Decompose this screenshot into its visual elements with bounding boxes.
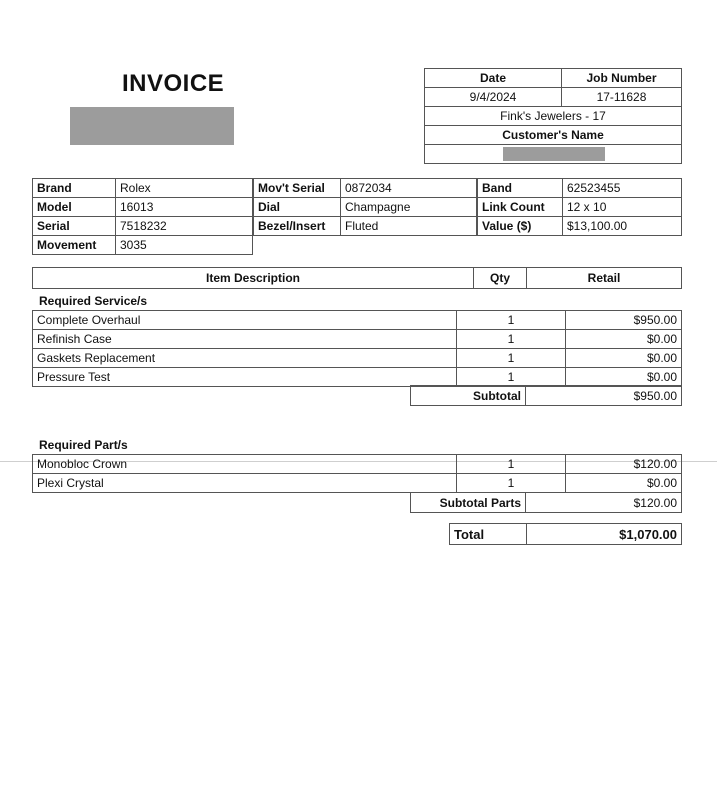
subtotal-label: Subtotal bbox=[411, 386, 526, 406]
total-label: Total bbox=[450, 524, 527, 545]
redacted-customer-name bbox=[503, 147, 605, 161]
link-count-label: Link Count bbox=[478, 198, 563, 217]
service-qty: 1 bbox=[457, 330, 566, 349]
parts-table bbox=[32, 454, 682, 493]
table-row bbox=[33, 349, 682, 368]
service-retail: $0.00 bbox=[566, 330, 682, 349]
subtotal-value: $950.00 bbox=[526, 386, 682, 406]
subtotal-parts-label: Subtotal Parts bbox=[411, 493, 526, 513]
customer-name-cell bbox=[425, 145, 682, 164]
dial-value: Champagne bbox=[341, 198, 477, 217]
service-desc: Gaskets Replacement bbox=[33, 349, 457, 368]
dial-label: Dial bbox=[254, 198, 341, 217]
table-row bbox=[33, 474, 682, 493]
date-value: 9/4/2024 bbox=[425, 88, 562, 107]
bezel-label: Bezel/Insert bbox=[254, 217, 341, 236]
movement-label: Movement bbox=[33, 236, 116, 255]
brand-label: Brand bbox=[33, 179, 116, 198]
job-number-label: Job Number bbox=[562, 69, 682, 88]
value-label: Value ($) bbox=[478, 217, 563, 236]
invoice-title: INVOICE bbox=[122, 70, 225, 97]
watch-details-left bbox=[32, 178, 253, 255]
mov-serial-label: Mov't Serial bbox=[254, 179, 341, 198]
service-qty: 1 bbox=[457, 311, 566, 330]
brand-value: Rolex bbox=[116, 179, 253, 198]
part-retail: $0.00 bbox=[566, 474, 682, 493]
total-box bbox=[449, 523, 682, 545]
mov-serial-value: 0872034 bbox=[341, 179, 477, 198]
header-box bbox=[424, 68, 682, 164]
total-value: $1,070.00 bbox=[527, 524, 682, 545]
customer-name-label: Customer's Name bbox=[425, 126, 682, 145]
parts-subtotal bbox=[410, 492, 682, 513]
subtotal-parts-value: $120.00 bbox=[526, 493, 682, 513]
service-desc: Pressure Test bbox=[33, 368, 457, 387]
service-retail: $950.00 bbox=[566, 311, 682, 330]
part-desc: Monobloc Crown bbox=[33, 455, 457, 474]
service-retail: $0.00 bbox=[566, 368, 682, 387]
qty-header: Qty bbox=[474, 268, 527, 289]
service-qty: 1 bbox=[457, 349, 566, 368]
items-header bbox=[32, 267, 682, 289]
serial-value: 7518232 bbox=[116, 217, 253, 236]
parts-heading: Required Part/s bbox=[39, 438, 128, 452]
part-qty: 1 bbox=[457, 474, 566, 493]
services-heading: Required Service/s bbox=[39, 294, 148, 308]
part-desc: Plexi Crystal bbox=[33, 474, 457, 493]
service-qty: 1 bbox=[457, 368, 566, 387]
part-qty: 1 bbox=[457, 455, 566, 474]
model-value: 16013 bbox=[116, 198, 253, 217]
model-label: Model bbox=[33, 198, 116, 217]
serial-label: Serial bbox=[33, 217, 116, 236]
services-table bbox=[32, 310, 682, 387]
part-retail: $120.00 bbox=[566, 455, 682, 474]
table-row bbox=[33, 368, 682, 387]
table-row bbox=[33, 330, 682, 349]
retail-header: Retail bbox=[527, 268, 682, 289]
redacted-address bbox=[70, 107, 234, 145]
date-label: Date bbox=[425, 69, 562, 88]
band-label: Band bbox=[478, 179, 563, 198]
jeweler-name: Fink's Jewelers - 17 bbox=[425, 107, 682, 126]
item-description-header: Item Description bbox=[33, 268, 474, 289]
value-amount: $13,100.00 bbox=[563, 217, 682, 236]
service-desc: Refinish Case bbox=[33, 330, 457, 349]
band-value: 62523455 bbox=[563, 179, 682, 198]
job-number-value: 17-11628 bbox=[562, 88, 682, 107]
service-retail: $0.00 bbox=[566, 349, 682, 368]
watch-details-right bbox=[477, 178, 682, 236]
watch-details-middle bbox=[253, 178, 477, 236]
services-subtotal bbox=[410, 385, 682, 406]
service-desc: Complete Overhaul bbox=[33, 311, 457, 330]
table-row bbox=[33, 455, 682, 474]
table-row bbox=[33, 311, 682, 330]
link-count-value: 12 x 10 bbox=[563, 198, 682, 217]
bezel-value: Fluted bbox=[341, 217, 477, 236]
movement-value: 3035 bbox=[116, 236, 253, 255]
